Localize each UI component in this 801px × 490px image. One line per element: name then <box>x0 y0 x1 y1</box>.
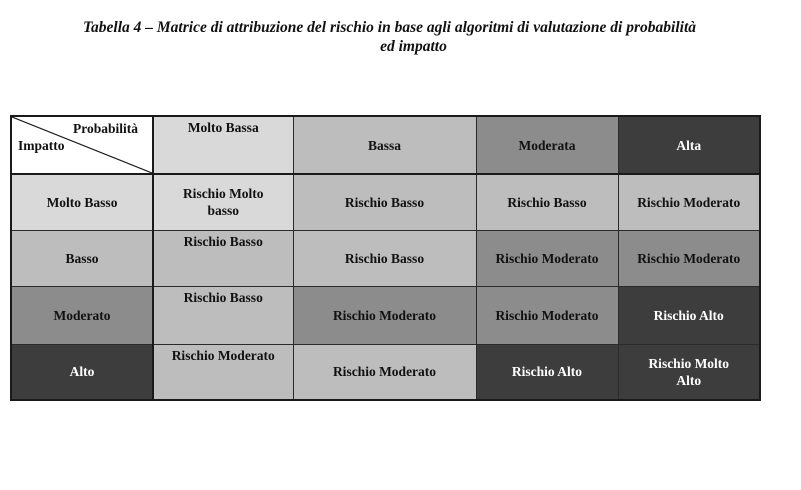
table-cell: Rischio Basso <box>476 174 618 230</box>
table-row <box>11 174 760 230</box>
table-cell: Rischio Alto <box>618 286 760 344</box>
table-cell: Rischio Moderato <box>293 286 476 344</box>
table-cell: Rischio Moderato <box>618 230 760 286</box>
risk-matrix-table <box>10 115 761 401</box>
column-header-moderata: Moderata <box>476 116 618 174</box>
table-cell: Rischio Basso <box>293 230 476 286</box>
table-caption <box>0 18 801 56</box>
column-header-molto-bassa: Molto Bassa <box>153 116 293 174</box>
table-cell: Rischio Moderato <box>476 230 618 286</box>
row-header-basso: Basso <box>11 230 153 286</box>
table-cell: Rischio Moderato <box>618 174 760 230</box>
probability-axis-label: Probabilità <box>72 121 138 136</box>
caption-line-1: Tabella 4 – Matrice di attribuzione del rischio in base agli algoritmi di valutazione di probabilità <box>82 19 696 36</box>
table-row <box>11 344 760 400</box>
table-cell: Rischio Basso <box>153 286 293 344</box>
table-cell: Rischio Alto <box>476 344 618 400</box>
header-row <box>11 116 760 174</box>
caption-line-2: ed impatto <box>380 38 447 55</box>
column-header-bassa: Bassa <box>293 116 476 174</box>
table-cell: Rischio Basso <box>293 174 476 230</box>
table-cell: Rischio Moderato <box>293 344 476 400</box>
table-cell: Rischio Molto Alto <box>618 344 760 400</box>
table-cell: Rischio Basso <box>153 230 293 286</box>
row-header-molto-basso: Molto Basso <box>11 174 153 230</box>
corner-header-cell <box>11 116 153 174</box>
row-header-moderato: Moderato <box>11 286 153 344</box>
table-cell: Rischio Molto basso <box>153 174 293 230</box>
table-row <box>11 230 760 286</box>
table-row <box>11 286 760 344</box>
row-header-alto: Alto <box>11 344 153 400</box>
impact-axis-label: Impatto <box>18 138 65 153</box>
table-cell: Rischio Moderato <box>153 344 293 400</box>
table-cell: Rischio Moderato <box>476 286 618 344</box>
column-header-alta: Alta <box>618 116 760 174</box>
